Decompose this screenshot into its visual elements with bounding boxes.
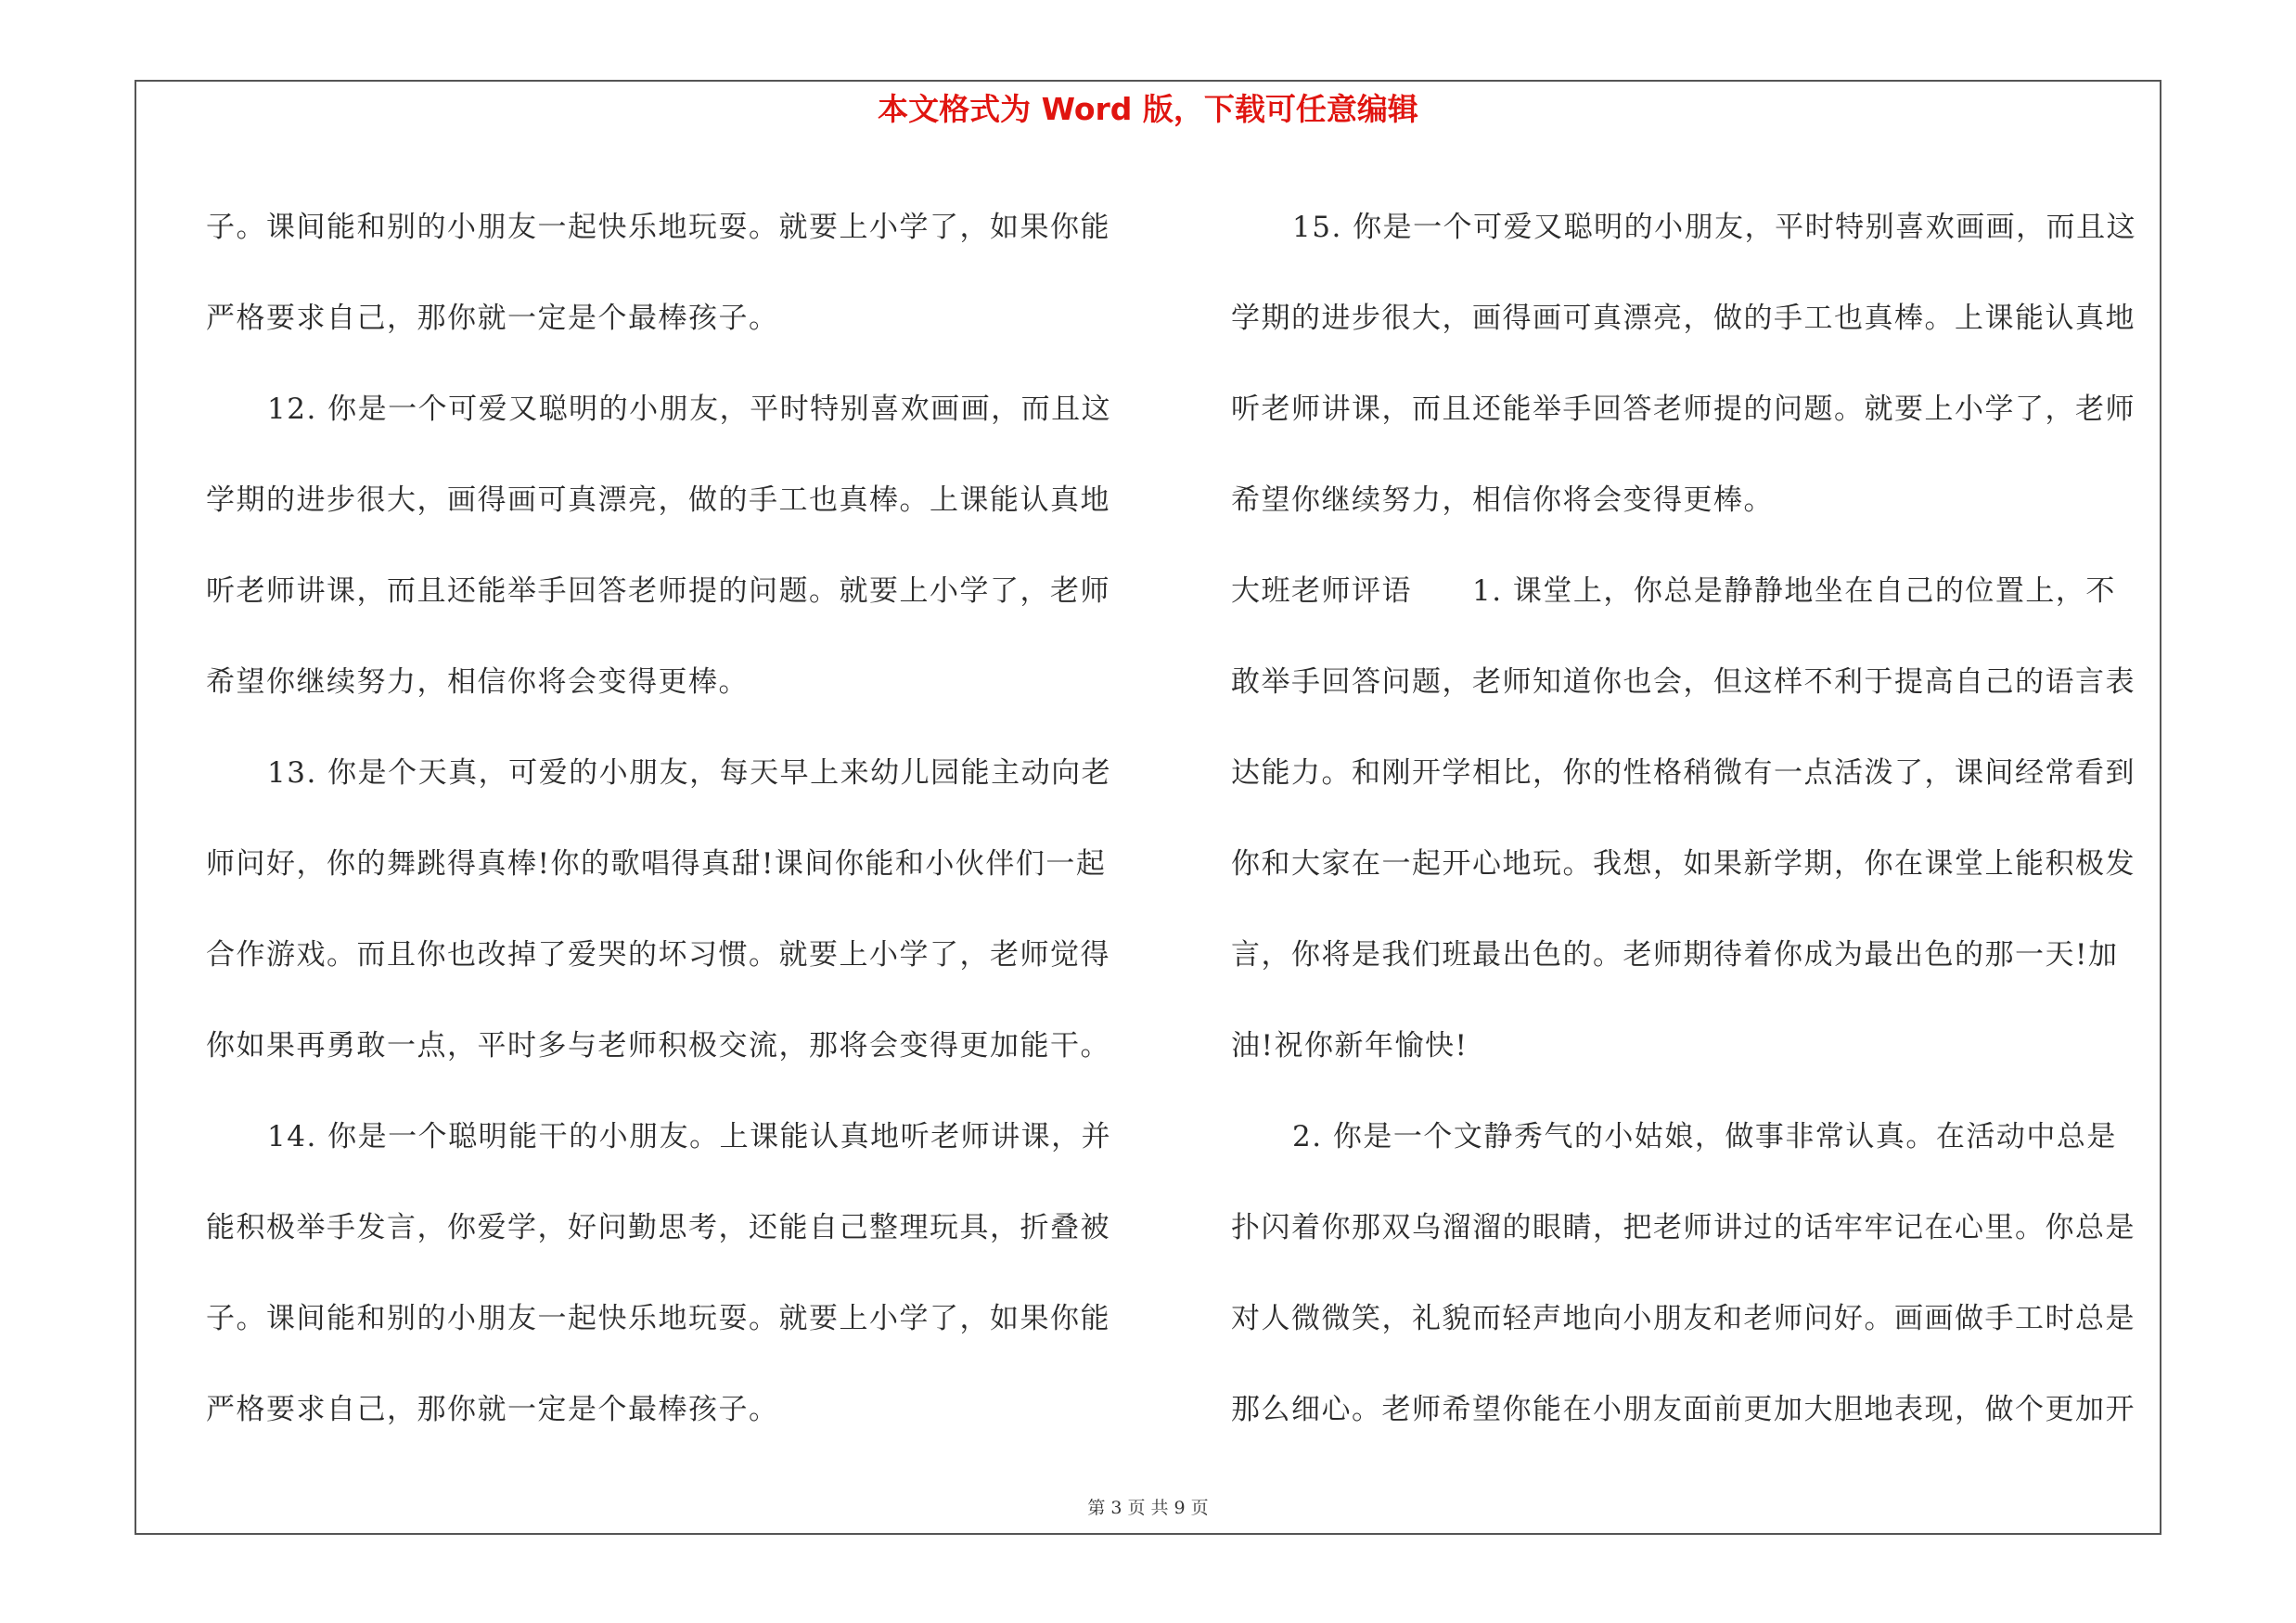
right-column [1231, 182, 2154, 1455]
paragraph-start-13: 13. 你是个天真，可爱的小朋友，每天早上来幼儿园能主动向老 [267, 756, 1112, 790]
text-line: 你如果再勇敢一点，平时多与老师积极交流，那将会变得更加能干。 [206, 1029, 1110, 1063]
paragraph-start-12: 12. 你是一个可爱又聪明的小朋友，平时特别喜欢画画，而且这 [267, 393, 1112, 426]
text-line: 严格要求自己，那你就一定是个最棒孩子。 [206, 1393, 779, 1426]
page-number: 第 3 页 共 9 页 [1087, 1498, 1209, 1518]
text-line: 扑闪着你那双乌溜溜的眼睛，把老师讲过的话牢牢记在心里。你总是 [1231, 1211, 2136, 1244]
text-line: 能积极举手发言，你爱学，好问勤思考，还能自己整理玩具，折叠被 [206, 1211, 1110, 1244]
paragraph-start-2: 2. 你是一个文静秀气的小姑娘，做事非常认真。在活动中总是 [1292, 1120, 2117, 1153]
text-line: 敢举手回答问题，老师知道你也会，但这样不利于提高自己的语言表 [1231, 665, 2136, 699]
text-line: 达能力。和刚开学相比，你的性格稍微有一点活泼了，课间经常看到 [1231, 756, 2136, 790]
text-line: 学期的进步很大，画得画可真漂亮，做的手工也真棒。上课能认真地 [1231, 302, 2136, 335]
left-column [206, 182, 1143, 1455]
text-line: 严格要求自己，那你就一定是个最棒孩子。 [206, 302, 779, 335]
word-format-notice: 本文格式为 Word 版，下载可任意编辑 [878, 91, 1418, 127]
section-heading-line: 大班老师评语 1. 课堂上，你总是静静地坐在自己的位置上，不 [1231, 574, 2116, 608]
text-line: 那么细心。老师希望你能在小朋友面前更加大胆地表现，做个更加开 [1231, 1393, 2136, 1426]
text-line: 子。课间能和别的小朋友一起快乐地玩耍。就要上小学了，如果你能 [206, 211, 1110, 244]
text-line: 对人微微笑，礼貌而轻声地向小朋友和老师问好。画画做手工时总是 [1231, 1302, 2136, 1335]
text-line: 言，你将是我们班最出色的。老师期待着你成为最出色的那一天!加 [1231, 938, 2119, 972]
text-line: 油!祝你新年愉快! [1231, 1029, 1469, 1063]
text-line: 希望你继续努力，相信你将会变得更棒。 [206, 665, 749, 699]
text-line: 听老师讲课，而且还能举手回答老师提的问题。就要上小学了，老师 [206, 574, 1110, 608]
text-line: 希望你继续努力，相信你将会变得更棒。 [1231, 483, 1774, 517]
text-line: 合作游戏。而且你也改掉了爱哭的坏习惯。就要上小学了，老师觉得 [206, 938, 1110, 972]
text-line: 你和大家在一起开心地玩。我想，如果新学期，你在课堂上能积极发 [1231, 847, 2136, 881]
text-line: 听老师讲课，而且还能举手回答老师提的问题。就要上小学了，老师 [1231, 393, 2136, 426]
text-line: 师问好，你的舞跳得真棒!你的歌唱得真甜!课间你能和小伙伴们一起 [206, 847, 1107, 881]
text-line: 学期的进步很大，画得画可真漂亮，做的手工也真棒。上课能认真地 [206, 483, 1110, 517]
paragraph-start-15: 15. 你是一个可爱又聪明的小朋友，平时特别喜欢画画，而且这 [1292, 211, 2137, 244]
text-line: 子。课间能和别的小朋友一起快乐地玩耍。就要上小学了，如果你能 [206, 1302, 1110, 1335]
paragraph-start-14: 14. 你是一个聪明能干的小朋友。上课能认真地听老师讲课，并 [267, 1120, 1112, 1153]
